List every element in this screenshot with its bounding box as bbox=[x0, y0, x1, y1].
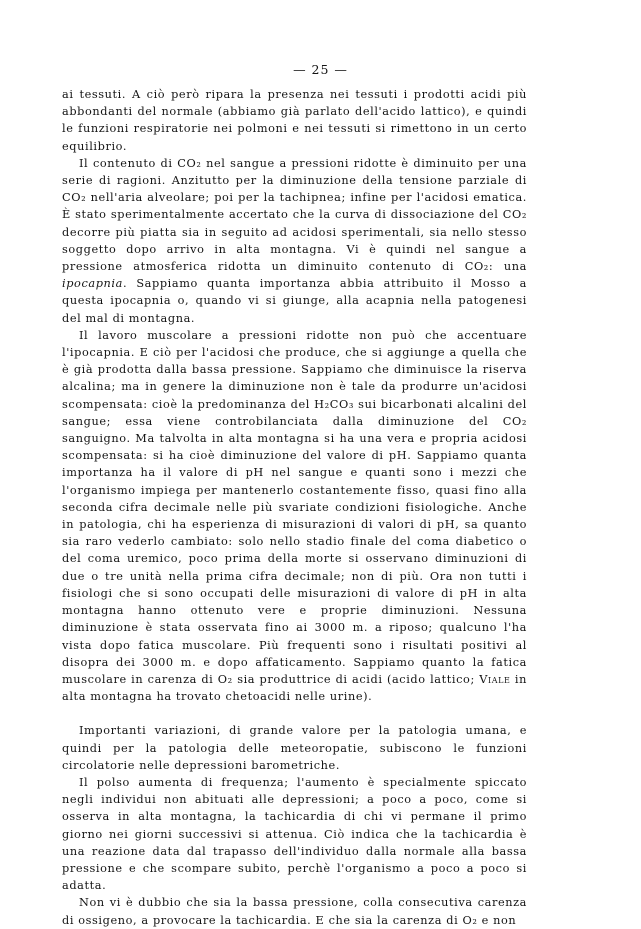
paragraph-6-segment-1: Non vi è dubbio che sia la bassa pressione, colla consecutiva carenza di ossigeno, a provocare la tachicardia. E che sia la carenza di O₂ e non bbox=[62, 896, 527, 927]
paragraph-2-segment-3: . Sappiamo quanta importanza abbia attribuito il Mosso a questa ipocapnia o, quando vi si giunge, alla acapnia nella patogenesi del mal di montagna. bbox=[62, 277, 527, 325]
paragraph-4 bbox=[62, 722, 527, 774]
paragraph-3-segment-2: Viale bbox=[479, 672, 511, 686]
paragraph-3-segment-3: in alta montagna ha trovato chetoacidi nelle urine). bbox=[62, 672, 527, 704]
paragraph-3 bbox=[62, 327, 527, 705]
paragraph-2 bbox=[62, 155, 527, 327]
paragraph-4-segment-1: Importanti variazioni, di grande valore per la patologia umana, e quindi per la patologia delle meteoropatie, subiscono le funzioni circolatorie nelle depressioni barometriche. bbox=[62, 724, 527, 772]
paragraph-2-segment-2: ipocapnia bbox=[62, 277, 123, 291]
paragraph-5 bbox=[62, 774, 527, 894]
paragraph-3-segment-1: Il lavoro muscolare a pressioni ridotte non può che accentuare l'ipocapnia. E ciò per l'acidosi che produce, che si aggiunge a quella che è già prodotta dalla bassa pressione. Sappiamo che diminuisce la riserva alcalina; ma in genere la diminuzione non è tale da produrre un'acidosi scompensata: cioè la predominanza del H₂CO₃ sui bicarbonati alcalini del sangue; essa viene controbilanciata dalla diminuzione del CO₂ sanguigno. Ma talvolta in alta montagna si ha una vera e propria acidosi scompensata: si ha cioè diminuzione del valore di pH. Sappiamo quanta importanza ha il valore di pH nel sangue e quanti sono i mezzi che l'organismo impiega per mantenerlo costantemente fisso, quasi fino alla seconda cifra decimale nelle più svariate condizioni fisiologiche. Anche in patologia, chi ha esperienza di misurazioni di valori di pH, sa quanto sia raro vederlo cambiato: solo nello stadio finale del coma diabetico o del coma uremico, poco prima della morte si osservano diminuzioni di due o tre unità nella prima cifra decimale; non di più. Ora non tutti i fisiologi che si sono occupati delle misurazioni di valore di pH in alta montagna hanno ottenuto vere e proprie diminuzioni. Nessuna diminuzione è stata osservata fino ai 3000 m. a riposo; qualcuno l'ha vista dopo fatica muscolare. Più frequenti sono i risultati positivi al disopra dei 3000 m. e dopo affaticamento. Sappiamo quanto la fatica muscolare in carenza di O₂ sia produttrice di acidi (acido lattico; bbox=[62, 328, 527, 686]
paragraph-1 bbox=[62, 86, 527, 155]
paragraph-1-segment-1: ai tessuti. A ciò però ripara la presenza nei tessuti i prodotti acidi più abbondanti del normale (abbiamo già parlato dell'acido lattico), e quindi le funzioni respiratorie nei polmoni e nei tessuti si rimettono in un certo equilibrio. bbox=[62, 88, 527, 153]
body-text bbox=[62, 86, 527, 929]
paragraph-2-segment-1: Il contenuto di CO₂ nel sangue a pressioni ridotte è diminuito per una serie di ragioni. Anzitutto per la diminuzione della tensione parziale di CO₂ nell'aria alveolare; poi per la tachipnea; infine per l'acidosi ematica. È stato sperimentalmente accertato che la curva di dissociazione del CO₂ decorre più piatta sia in seguito ad acidosi sperimentali, sia nello stesso soggetto dopo arrivo in alta montagna. Vi è quindi nel sangue a pressione atmosferica ridotta un diminuito contenuto di CO₂: una bbox=[62, 156, 527, 274]
page-number: — 25 — bbox=[293, 62, 348, 77]
paragraph-5-segment-1: Il polso aumenta di frequenza; l'aumento è specialmente spiccato negli individui non abituati alle depressioni; a poco a poco, come si osserva in alta montagna, la tachicardia di chi vi permane il primo giorno nei giorni successivi si attenua. Ciò indica che la tachicardia è una reazione data dal trapasso dell'individuo dalla normale alla bassa pressione e che scompare subito, perchè l'organismo a poco a poco si adatta. bbox=[62, 775, 527, 893]
